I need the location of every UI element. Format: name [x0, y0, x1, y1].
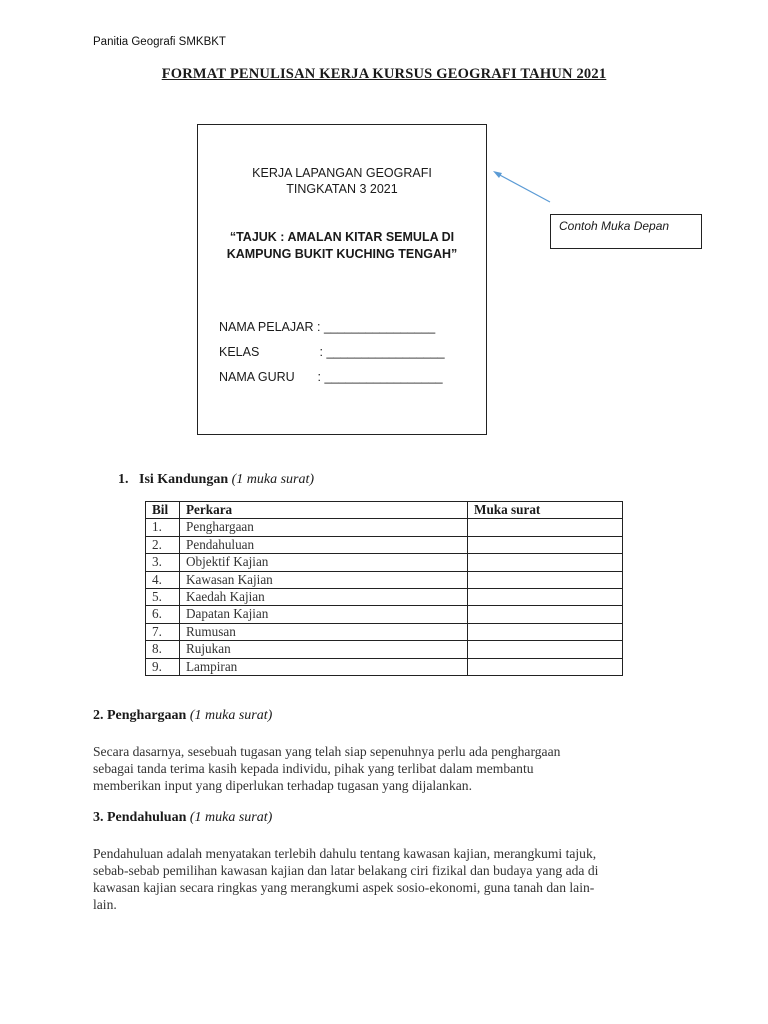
table-cell-perkara: Rumusan: [180, 623, 468, 640]
table-cell-perkara: Kaedah Kajian: [180, 589, 468, 606]
table-cell-bil: 8.: [146, 641, 180, 658]
section-number: 1.: [118, 472, 129, 487]
cover-topic-line2: KAMPUNG BUKIT KUCHING TENGAH”: [226, 247, 458, 261]
cover-page-sample: [197, 124, 487, 435]
table-row: [146, 641, 623, 658]
table-cell-bil: 5.: [146, 589, 180, 606]
section-title: 2. Penghargaan: [93, 708, 187, 723]
table-cell-perkara: Dapatan Kajian: [180, 606, 468, 623]
table-cell-muka: [468, 554, 623, 571]
arrow-icon: [480, 160, 560, 210]
cover-heading: [198, 165, 486, 197]
cover-field-student-name: [219, 320, 435, 334]
table-row: [146, 536, 623, 553]
table-cell-muka: [468, 536, 623, 553]
cover-field-label: KELAS: [219, 345, 260, 359]
paragraph-line: sebagai tanda terima kasih kepada individu, pihak yang terlibat dalam membantu: [93, 761, 534, 776]
table-row: [146, 623, 623, 640]
section-note: (1 muka surat): [189, 708, 273, 723]
table-header-cell: Perkara: [180, 502, 468, 519]
table-row: [146, 658, 623, 675]
cover-heading-line2: TINGKATAN 3 2021: [286, 182, 398, 196]
table-cell-perkara: Rujukan: [180, 641, 468, 658]
section-note: (1 muka surat): [231, 472, 315, 487]
header-note: Panitia Geografi SMKBKT: [93, 36, 226, 48]
paragraph-introduction: [93, 845, 683, 913]
cover-field-separator: :: [317, 370, 321, 384]
table-cell-muka: [468, 658, 623, 675]
cover-topic: [198, 229, 486, 263]
table-header-row: [146, 502, 623, 519]
section-heading-contents: [118, 472, 314, 488]
paragraph-line: sebab-sebab pemilihan kawasan kajian dan latar belakang ciri fizikal dan budaya yang ada di: [93, 863, 599, 878]
table-header-cell: Bil: [146, 502, 180, 519]
paragraph-line: Secara dasarnya, sesebuah tugasan yang telah siap sepenuhnya perlu ada penghargaan: [93, 744, 561, 759]
table-row: [146, 589, 623, 606]
section-heading-acknowledgement: [93, 708, 272, 724]
table-cell-perkara: Penghargaan: [180, 519, 468, 536]
table-cell-bil: 4.: [146, 571, 180, 588]
paragraph-line: memberikan input yang diperlukan terhadap tugasan yang dijalankan.: [93, 778, 472, 793]
section-title: 3. Pendahuluan: [93, 810, 187, 825]
callout-box: Contoh Muka Depan: [550, 214, 702, 249]
table-cell-bil: 9.: [146, 658, 180, 675]
table-row: [146, 571, 623, 588]
cover-topic-line1: “TAJUK : AMALAN KITAR SEMULA DI: [229, 230, 455, 244]
paragraph-line: kawasan kajian secara ringkas yang merangkumi aspek sosio-ekonomi, guna tanah dan lain-: [93, 880, 595, 895]
table-cell-muka: [468, 641, 623, 658]
table-cell-perkara: Kawasan Kajian: [180, 571, 468, 588]
table-cell-perkara: Lampiran: [180, 658, 468, 675]
table-header-cell: Muka surat: [468, 502, 623, 519]
table-cell-muka: [468, 623, 623, 640]
table-cell-bil: 7.: [146, 623, 180, 640]
cover-field-class: [219, 345, 445, 359]
section-title: Isi Kandungan: [139, 472, 229, 487]
cover-field-blank: ________________: [323, 320, 436, 334]
page-title: FORMAT PENULISAN KERJA KURSUS GEOGRAFI TAHUN 2021: [161, 66, 607, 82]
cover-field-blank: _________________: [324, 370, 443, 384]
table-cell-perkara: Pendahuluan: [180, 536, 468, 553]
table-cell-bil: 3.: [146, 554, 180, 571]
table-row: [146, 519, 623, 536]
contents-table: [145, 501, 623, 676]
paragraph-acknowledgement: [93, 743, 683, 794]
paragraph-line: lain.: [93, 897, 117, 912]
paragraph-line: Pendahuluan adalah menyatakan terlebih dahulu tentang kawasan kajian, merangkumi tajuk,: [93, 846, 597, 861]
table-cell-perkara: Objektif Kajian: [180, 554, 468, 571]
table-cell-muka: [468, 606, 623, 623]
table-row: [146, 554, 623, 571]
cover-field-separator: :: [319, 345, 323, 359]
section-note: (1 muka surat): [189, 810, 273, 825]
cover-field-separator: :: [316, 320, 321, 334]
section-heading-introduction: [93, 810, 272, 826]
table-cell-muka: [468, 519, 623, 536]
cover-heading-line1: KERJA LAPANGAN GEOGRAFI: [252, 166, 432, 180]
cover-field-blank: _________________: [326, 345, 445, 359]
table-cell-muka: [468, 589, 623, 606]
table-row: [146, 606, 623, 623]
table-cell-bil: 2.: [146, 536, 180, 553]
cover-field-label: NAMA PELAJAR: [219, 320, 314, 334]
cover-field-label: NAMA GURU: [219, 370, 295, 384]
cover-field-teacher-name: [219, 370, 443, 384]
table-cell-bil: 6.: [146, 606, 180, 623]
table-cell-muka: [468, 571, 623, 588]
table-cell-bil: 1.: [146, 519, 180, 536]
